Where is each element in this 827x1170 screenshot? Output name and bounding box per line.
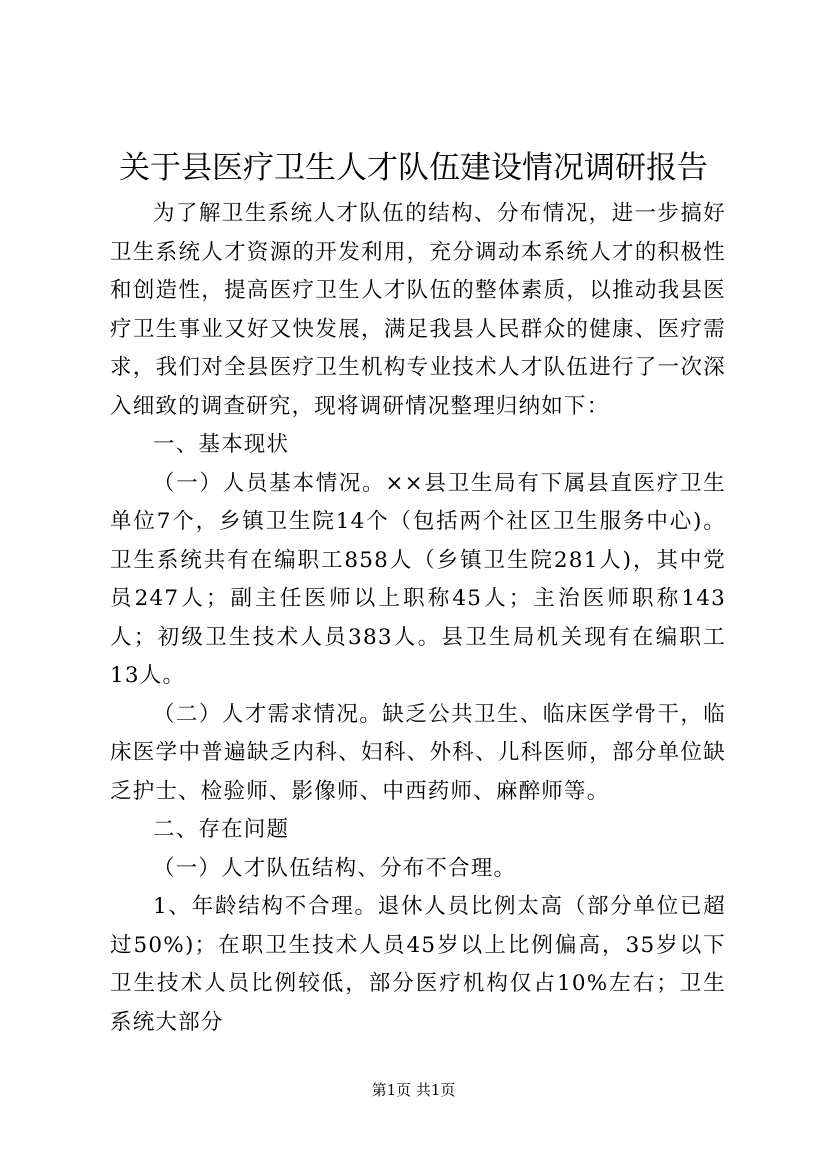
page-number: 第1页 共1页 xyxy=(371,1081,456,1099)
section-heading-basic-status: 一、基本现状 xyxy=(153,432,290,457)
section-heading-problems: 二、存在问题 xyxy=(153,817,290,842)
paragraph-staff-overview: （一）人员基本情况。××县卫生局有下属县直医疗卫生单位7个，乡镇卫生院14个（包括两个社区卫生服务中心)。卫生系统共有在编职工858人（乡镇卫生院281人)，其中党员247人；副主任医师以上职称45人；主治医师职称143人；初级卫生技术人员383人。县卫生局机关现有在编职工13人。 xyxy=(110,470,726,688)
paragraph-age-structure: 1、年龄结构不合理。退休人员比例太高（部分单位已超过50%)；在职卫生技术人员45岁以上比例偏高，35岁以下卫生技术人员比例较低，部分医疗机构仅占10%左右；卫生系统大部分 xyxy=(110,894,726,1035)
paragraph-talent-demand: （二）人才需求情况。缺乏公共卫生、临床医学骨干，临床医学中普遍缺乏内科、妇科、外科、儿科医师，部分单位缺乏护士、检验师、影像师、中西药师、麻醉师等。 xyxy=(110,701,726,804)
page-footer xyxy=(0,1080,827,1100)
subheading-structure: （一）人才队伍结构、分布不合理。 xyxy=(153,855,517,881)
document-title: 关于县医疗卫生人才队伍建设情况调研报告 xyxy=(119,150,708,186)
document-body xyxy=(110,195,726,1042)
paragraph-intro: 为了解卫生系统人才队伍的结构、分布情况，进一步搞好卫生系统人才资源的开发利用，充分调动本系统人才的积极性和创造性，提高医疗卫生人才队伍的整体素质，以推动我县医疗卫生事业又好又快发展，满足我县人民群众的健康、医疗需求，我们对全县医疗卫生机构专业技术人才队伍进行了一次深入细致的调查研究，现将调研情况整理归纳如下： xyxy=(110,201,726,419)
